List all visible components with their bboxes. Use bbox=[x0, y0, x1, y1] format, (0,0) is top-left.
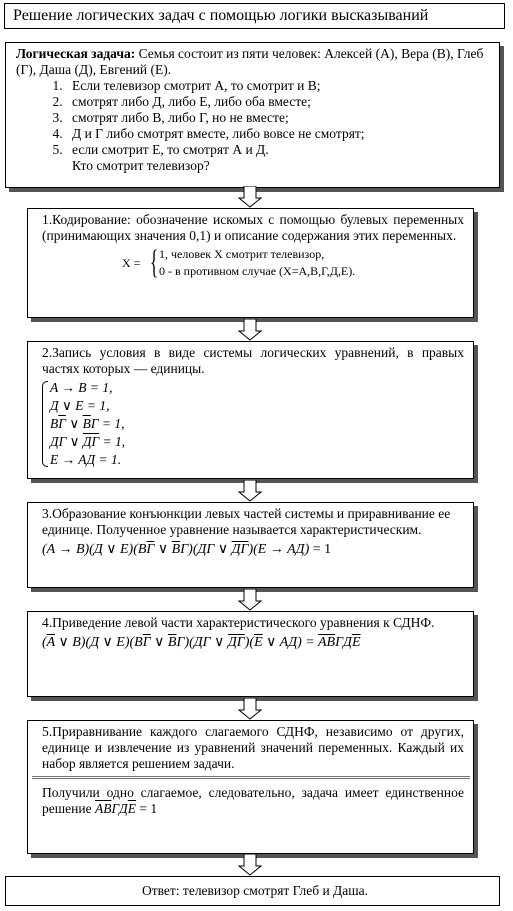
down-arrow-icon bbox=[238, 319, 262, 341]
equation-system bbox=[42, 379, 464, 469]
task-intro: Семья состоит из пяти человек: Алексей (А), Вера (В), Глеб (Г), Даша (Д), Евгений (Е). bbox=[16, 46, 484, 77]
condition-item: 4. Д и Г либо смотрят вместе, либо вовсе не смотрят; bbox=[66, 126, 490, 142]
equation-3: BГ ∨ $\overline{B}Г = 1$, bbox=[50, 416, 125, 431]
step2-text: 2.Запись условия в виде системы логических уравнений, в правых частях которых — единицы. bbox=[42, 345, 464, 376]
x-case-2: 0 - в противном случае (X=А,В,Г,Д,Е). bbox=[159, 264, 356, 278]
condition-item: 3. смотрят либо В, либо Г, но не вместе; bbox=[66, 110, 490, 126]
down-arrow-icon bbox=[238, 186, 262, 208]
x-case-1: 1, человек X смотрит телевизор, bbox=[159, 247, 325, 261]
divider bbox=[32, 776, 470, 779]
task-question: Кто смотрит телевизор? bbox=[72, 158, 210, 173]
step4-text: 4.Приведение левой части характеристического уравнения к СДНФ. bbox=[42, 615, 435, 630]
condition-item: 2. смотрят либо Д, либо Е, либо оба вместе; bbox=[66, 94, 490, 110]
step4-box bbox=[27, 611, 474, 697]
equation-1: A → B = 1, bbox=[50, 380, 113, 395]
x-definition-lhs: X = bbox=[122, 256, 141, 270]
step1-box bbox=[27, 208, 474, 318]
task-box bbox=[5, 42, 500, 188]
step3-text: 3.Образование конъюнкции левых частей системы и приравнивание ее единице. Полученное уравнение называется характеристическим. bbox=[42, 506, 451, 537]
answer-text: Ответ: телевизор смотрят Глеб и Даша. bbox=[141, 883, 369, 898]
characteristic-equation: (A → B)(Д ∨ E)(BГ ∨ $\overline{B}Г)(ДГ$ ∨ ДГ)(E → AД) = 1 bbox=[42, 542, 332, 557]
equation-5: E → AД = 1. bbox=[50, 452, 122, 467]
task-label: Логическая задача: bbox=[16, 46, 136, 61]
step5-text: 5.Приравнивание каждого слагаемого СДНФ, независимо от других, единице и извлечение из уравнений значений переменных. Каждый их набор является решением задачи. bbox=[42, 724, 464, 771]
answer-box bbox=[5, 876, 500, 906]
step2-box bbox=[27, 341, 474, 479]
step5-conclusion: Получили одно слагаемое, следовательно, задача имеет единственное решение $\overline{A}\overline{B}ГД\overline{E} = 1$ bbox=[42, 785, 464, 816]
brace-icon: { bbox=[150, 244, 159, 281]
sdnf-equation: ($\overline{A}$ ∨ B)(Д ∨ E)(BГ ∨ $\overline{B}Г)(ДГ$ ∨ $ДГ)(\overline{E}$ ∨ $AД) = \overline{A}\overline{B}ГД\overline{E}$ bbox=[42, 635, 361, 650]
condition-item: 1. Если телевизор смотрит А, то смотрит и В; bbox=[66, 78, 490, 94]
step5-box bbox=[27, 720, 474, 854]
conditions-list bbox=[16, 78, 490, 158]
condition-item: 5. если смотрит Е, то смотрят А и Д. bbox=[66, 142, 490, 158]
equation-2: Д ∨ E = 1, bbox=[50, 398, 110, 413]
x-definition bbox=[42, 246, 464, 282]
down-arrow-icon bbox=[238, 589, 262, 611]
step3-box bbox=[27, 502, 474, 588]
page-title: Решение логических задач с помощью логики высказываний bbox=[4, 3, 505, 29]
step1-text: 1.Кодирование: обозначение искомых с помощью булевых переменных (принимающих значения 0,1) и описание содержания этих переменных. bbox=[42, 212, 464, 243]
equation-4: ДГ ∨ ДГ = 1, bbox=[50, 434, 126, 449]
down-arrow-icon bbox=[238, 480, 262, 502]
down-arrow-icon bbox=[238, 698, 262, 720]
down-arrow-icon bbox=[238, 854, 262, 876]
